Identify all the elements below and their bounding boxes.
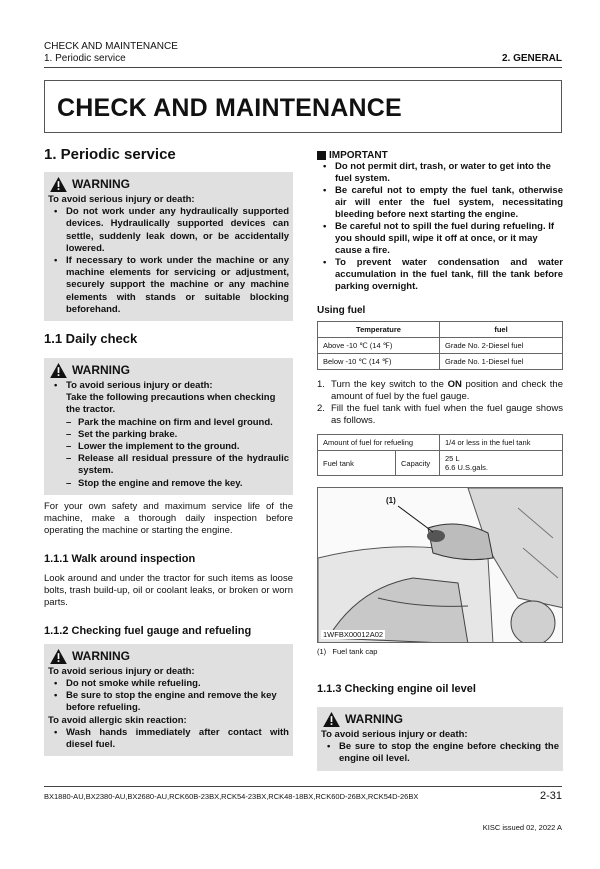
page-title: CHECK AND MAINTENANCE bbox=[57, 94, 402, 122]
daily-paragraph: For your own safety and maximum service life of the machine, make a thorough daily inspection before operating the machine or starting the engine. bbox=[44, 500, 293, 536]
warning-label: WARNING bbox=[72, 649, 130, 664]
table-cell: Below -10 ℃ (14 ℉) bbox=[318, 354, 440, 370]
warning-bullet: • Be sure to stop the engine before checking the engine oil level. bbox=[321, 741, 559, 765]
warning-intro: To avoid serious injury or death: bbox=[321, 729, 468, 740]
figure-callout: (1) bbox=[386, 496, 396, 505]
warning-bullet: • Wash hands immediately after contact with diesel fuel. bbox=[48, 727, 289, 751]
warning-dash-item: – Set the parking brake. bbox=[48, 429, 289, 441]
table-cell: Fuel tank bbox=[318, 451, 396, 476]
oil-warning-box bbox=[317, 707, 563, 771]
important-square-icon bbox=[317, 151, 326, 160]
warning-intro: To avoid serious injury or death: bbox=[48, 194, 195, 205]
periodic-heading: 1. Periodic service bbox=[44, 146, 176, 163]
tractor-illustration bbox=[318, 488, 563, 643]
warning-triangle-icon bbox=[50, 649, 67, 664]
warning-dash-item: – Lower the implement to the ground. bbox=[48, 441, 289, 453]
running-header bbox=[44, 41, 178, 65]
important-header bbox=[317, 150, 563, 161]
important-label: IMPORTANT bbox=[329, 150, 388, 161]
page-title-box bbox=[44, 80, 562, 133]
fuel-amount-table bbox=[317, 434, 563, 476]
warning-dash-item: – Stop the engine and remove the key. bbox=[48, 478, 289, 490]
warning-bullet: • Be sure to stop the engine and remove the key before refueling. bbox=[48, 690, 289, 714]
warning-header bbox=[323, 712, 559, 727]
table-cell: Grade No. 1-Diesel fuel bbox=[440, 354, 563, 370]
table-header: Temperature bbox=[318, 322, 440, 338]
warning-header bbox=[50, 649, 289, 664]
table-cell: Grade No. 2-Diesel fuel bbox=[440, 338, 563, 354]
issue-info: KISC issued 02, 2022 A bbox=[482, 823, 562, 832]
warning-triangle-icon bbox=[323, 712, 340, 727]
warning-label: WARNING bbox=[345, 712, 403, 727]
step-item: 1. Turn the key switch to the ON position and check the amount of fuel by the fuel gauge. bbox=[317, 379, 564, 402]
warning-lead: Take the following precautions when checking the tractor. bbox=[66, 392, 276, 416]
oil-heading: 1.1.3 Checking engine oil level bbox=[317, 683, 476, 695]
table-cell: 1/4 or less in the fuel tank bbox=[440, 435, 563, 451]
fuel-heading: 1.1.2 Checking fuel gauge and refueling bbox=[44, 624, 252, 637]
warning-label: WARNING bbox=[72, 177, 130, 192]
table-row bbox=[318, 451, 563, 476]
warning-bullet: • To avoid serious injury or death: bbox=[48, 380, 289, 392]
warning-bullet: • If necessary to work under the machine or any machine elements for servicing or adjustment, securely support the machine or any machine elements with stands or suitable blocking beforehand. bbox=[48, 255, 289, 316]
header-divider bbox=[44, 67, 562, 68]
warning-dash-item: – Release all residual pressure of the hydraulic system. bbox=[48, 453, 289, 477]
important-bullet: • Be careful not to spill the fuel during refueling. If you should spill, wipe it off at once, or it may cause a fire. bbox=[317, 221, 563, 257]
header-section: CHECK AND MAINTENANCE bbox=[44, 41, 178, 52]
important-bullet: • Be careful not to empty the fuel tank, otherwise air will enter the fuel system, necessitating bleeding before next starting the engine. bbox=[317, 185, 563, 221]
right-column bbox=[317, 150, 563, 771]
important-list bbox=[317, 161, 563, 293]
table-cell: Above -10 ℃ (14 ℉) bbox=[318, 338, 440, 354]
warning-bullet: • Do not work under any hydraulically supported devices. Hydraulically supported devices can settle, suddenly leak down, or be accidentally lowered. bbox=[48, 206, 289, 255]
warning-triangle-icon bbox=[50, 363, 67, 378]
figure-caption: (1) Fuel tank cap bbox=[317, 647, 378, 656]
fuel-tank-figure bbox=[317, 487, 563, 643]
page-number: 2-31 bbox=[539, 790, 562, 802]
header-subsection: 1. Periodic service bbox=[44, 53, 126, 64]
footer-models: BX1880-AU,BX2380-AU,BX2680-AU,RCK60B-23BX,RCK54-23BX,RCK48-18BX,RCK60D-26BX,RCK54D-26BX bbox=[44, 792, 419, 801]
daily-warning-box bbox=[44, 358, 293, 495]
warning-bullet: • Do not smoke while refueling. bbox=[48, 678, 289, 690]
using-fuel-heading: Using fuel bbox=[317, 305, 366, 316]
table-row bbox=[318, 338, 563, 354]
warning-intro: To avoid allergic skin reaction: bbox=[48, 714, 187, 726]
important-bullet: • To prevent water condensation and water accumulation in the fuel tank, fill the tank before parking overnight. bbox=[317, 257, 563, 293]
warning-intro: To avoid serious injury or death: bbox=[48, 665, 195, 677]
table-row bbox=[318, 354, 563, 370]
warning-dash-item: – Park the machine on firm and level ground. bbox=[48, 417, 289, 429]
important-bullet: • Do not permit dirt, trash, or water to get into the fuel system. bbox=[317, 161, 563, 185]
fuel-warning-box bbox=[44, 644, 293, 756]
footer-divider bbox=[44, 786, 562, 787]
fuel-grade-table bbox=[317, 321, 563, 370]
header-chapter: 2. GENERAL bbox=[501, 53, 562, 64]
periodic-warning-box bbox=[44, 172, 293, 321]
walk-paragraph: Look around and under the tractor for such items as loose bolts, trash build-up, oil or coolant leaks, or broken or worn parts. bbox=[44, 572, 293, 608]
table-cell: Capacity bbox=[396, 451, 440, 476]
warning-triangle-icon bbox=[50, 177, 67, 192]
left-column bbox=[44, 146, 293, 756]
warning-header bbox=[50, 363, 289, 378]
warning-header bbox=[50, 177, 289, 192]
table-header: fuel bbox=[440, 322, 563, 338]
table-row bbox=[318, 435, 563, 451]
walk-heading: 1.1.1 Walk around inspection bbox=[44, 552, 196, 565]
daily-heading: 1.1 Daily check bbox=[44, 331, 138, 347]
table-cell: 25 L 6.6 U.S.gals. bbox=[440, 451, 563, 476]
table-cell: Amount of fuel for refueling bbox=[318, 435, 440, 451]
step-item: 2. Fill the fuel tank with fuel when the fuel gauge shows as follows. bbox=[317, 403, 563, 426]
warning-label: WARNING bbox=[72, 363, 130, 378]
figure-code: 1WFBX00012A02 bbox=[323, 630, 384, 639]
